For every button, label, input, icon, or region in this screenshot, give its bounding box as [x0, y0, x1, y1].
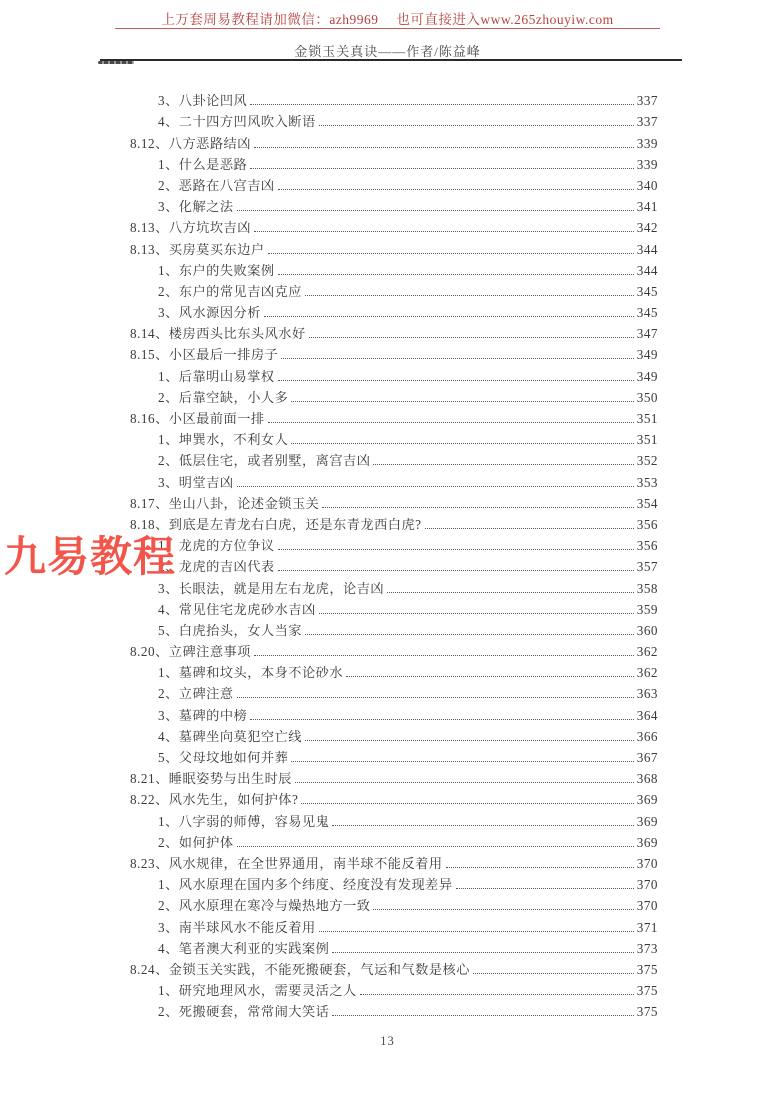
- toc-entry-label: 4、墓碑坐向莫犯空亡线: [158, 728, 302, 744]
- toc-entry-label: 3、八卦论凹风: [158, 93, 248, 109]
- toc-entry: [130, 681, 658, 702]
- toc-dot-leader: [250, 168, 634, 169]
- toc-entry: [130, 787, 658, 808]
- toc-entry-page-number: 350: [636, 389, 658, 405]
- toc-entry: [130, 724, 658, 745]
- toc-dot-leader: [332, 952, 633, 953]
- toc-entry-page-number: 340: [636, 177, 658, 193]
- toc-dot-leader: [254, 231, 634, 232]
- toc-entry-page-number: 363: [636, 686, 658, 702]
- toc-dot-leader: [295, 782, 634, 783]
- toc-entry: [130, 109, 658, 130]
- watermark-text: 九易教程: [4, 533, 177, 580]
- toc-entry: [130, 978, 658, 999]
- toc-entry: [130, 639, 658, 660]
- toc-entry: [130, 618, 658, 639]
- toc-dot-leader: [322, 507, 633, 508]
- toc-entry-label: 8.16、小区最前面一排: [130, 411, 265, 426]
- toc-dot-leader: [237, 486, 634, 487]
- toc-dot-leader: [278, 274, 634, 275]
- toc-entry: [130, 300, 658, 321]
- toc-dot-leader: [250, 719, 634, 720]
- toc-entry-label: 8.15、小区最后一排房子: [130, 347, 279, 363]
- toc-entry-label: 2、风水原理在寒冷与燥热地方一致: [158, 898, 371, 914]
- toc-dot-leader: [268, 253, 634, 254]
- toc-entry: [130, 363, 658, 384]
- toc-dot-leader: [264, 316, 634, 317]
- toc-entry-page-number: 347: [636, 326, 658, 342]
- toc-dot-leader: [278, 549, 634, 550]
- toc-entry: [130, 152, 658, 173]
- toc-entry-page-number: 362: [636, 644, 658, 660]
- toc-entry-label: 8.18、到底是左青龙右白虎，还是东青龙西白虎?: [130, 516, 422, 532]
- toc-entry-label: 5、父母坟地如何并葬: [158, 750, 289, 765]
- toc-dot-leader: [332, 825, 633, 826]
- toc-entry-label: 2、东户的常见吉凶克应: [158, 283, 302, 299]
- toc-dot-leader: [291, 761, 633, 762]
- toc-entry: [130, 512, 658, 533]
- toc-dot-leader: [291, 443, 633, 444]
- toc-entry-label: 3、墓碑的中榜: [158, 707, 248, 723]
- toc-entry-page-number: 351: [636, 411, 658, 426]
- toc-entry: [130, 215, 658, 236]
- toc-entry: [130, 702, 658, 723]
- toc-entry-label: 1、龙虎的方位争议: [158, 538, 275, 554]
- toc-entry-page-number: 351: [636, 432, 658, 448]
- toc-dot-leader: [360, 994, 634, 995]
- toc-entry-page-number: 364: [636, 707, 658, 723]
- toc-entry-page-number: 369: [636, 834, 658, 850]
- toc-entry-label: 1、风水原理在国内多个纬度、经度没有发现差异: [158, 877, 453, 893]
- toc-dot-leader: [250, 104, 634, 105]
- toc-dot-leader: [473, 973, 634, 974]
- toc-dot-leader: [346, 676, 634, 677]
- toc-entry-page-number: 366: [636, 728, 658, 744]
- toc-dot-leader: [291, 401, 633, 402]
- toc-entry-page-number: 349: [636, 347, 658, 363]
- toc-dot-leader: [254, 147, 634, 148]
- title-rule-left-smudge: [98, 61, 134, 64]
- toc-entry-label: 1、墓碑和坟头，本身不论砂水: [158, 665, 344, 681]
- toc-entry-label: 8.22、风水先生，如何护体?: [130, 792, 299, 808]
- toc-entry: [130, 893, 658, 914]
- toc-entry-page-number: 345: [636, 305, 658, 321]
- toc-entry: [130, 533, 658, 554]
- toc-dot-leader: [387, 592, 634, 593]
- toc-entry: [130, 88, 658, 109]
- toc-entry-label: 8.24、金锁玉关实践，不能死搬硬套，气运和气数是核心: [130, 961, 470, 977]
- toc-entry: [130, 491, 658, 512]
- toc-entry-page-number: 342: [636, 220, 658, 236]
- toc-entry-page-number: 373: [636, 940, 658, 956]
- toc-entry: [130, 808, 658, 829]
- toc-entry-page-number: 344: [636, 241, 658, 257]
- toc-entry-page-number: 349: [636, 368, 658, 384]
- toc-dot-leader: [305, 634, 634, 635]
- toc-dot-leader: [281, 358, 633, 359]
- toc-dot-leader: [373, 909, 633, 910]
- toc-entry-label: 1、研究地理风水，需要灵活之人: [158, 983, 357, 999]
- toc-entry-page-number: 337: [636, 93, 658, 109]
- toc-entry: [130, 236, 658, 257]
- toc-entry-page-number: 370: [636, 898, 658, 914]
- toc-entry-label: 8.17、坐山八卦，论述金锁玉关: [130, 495, 320, 511]
- toc-entry: [130, 999, 658, 1020]
- toc-dot-leader: [373, 464, 633, 465]
- toc-entry-page-number: 370: [636, 855, 658, 871]
- toc-entry-page-number: 339: [636, 135, 658, 151]
- toc-dot-leader: [456, 888, 634, 889]
- toc-dot-leader: [301, 803, 633, 804]
- toc-dot-leader: [425, 528, 634, 529]
- toc-entry: [130, 597, 658, 618]
- toc-entry: [130, 469, 658, 490]
- toc-entry: [130, 957, 658, 978]
- toc-entry: [130, 279, 658, 300]
- toc-entry-page-number: 356: [636, 516, 658, 532]
- toc-entry-label: 3、明堂吉凶: [158, 474, 234, 490]
- toc-entry: [130, 258, 658, 279]
- toc-dot-leader: [237, 210, 634, 211]
- toc-entry-label: 8.13、买房莫买东边户: [130, 241, 265, 257]
- toc-dot-leader: [305, 740, 634, 741]
- toc-entry-label: 2、低层住宅，或者别墅，离宫吉凶: [158, 453, 371, 469]
- toc-entry-page-number: 371: [636, 919, 658, 935]
- toc-entry-label: 2、龙虎的吉凶代表: [158, 559, 275, 575]
- page-number: 13: [380, 1034, 395, 1048]
- toc-dot-leader: [278, 189, 634, 190]
- toc-entry-label: 1、东户的失败案例: [158, 262, 275, 278]
- toc-entry-label: 2、死搬硬套，常常闹大笑话: [158, 1004, 330, 1020]
- toc-entry: [130, 342, 658, 363]
- toc-entry-page-number: 375: [636, 961, 658, 977]
- toc-entry-page-number: 354: [636, 495, 658, 511]
- toc-entry-page-number: 358: [636, 580, 658, 596]
- toc-entry-label: 8.20、立碑注意事项: [130, 644, 251, 660]
- toc-dot-leader: [237, 697, 634, 698]
- toc-entry-label: 1、后靠明山易掌权: [158, 368, 275, 384]
- toc-entry-label: 5、白虎抬头，女人当家: [158, 622, 302, 638]
- toc-dot-leader: [268, 422, 634, 423]
- toc-entry-page-number: 345: [636, 283, 658, 299]
- toc-entry-page-number: 369: [636, 792, 658, 808]
- toc-entry: [130, 575, 658, 596]
- toc-dot-leader: [305, 295, 634, 296]
- toc-entry-label: 2、如何护体: [158, 834, 234, 850]
- toc-entry: [130, 427, 658, 448]
- toc-entry: [130, 554, 658, 575]
- toc-list: [130, 88, 658, 1020]
- toc-dot-leader: [319, 125, 634, 126]
- toc-dot-leader: [278, 570, 634, 571]
- toc-entry-label: 3、风水源因分析: [158, 305, 261, 321]
- toc-dot-leader: [237, 846, 634, 847]
- toc-entry-label: 4、二十四方凹风吹入断语: [158, 114, 316, 130]
- toc-entry-label: 2、立碑注意: [158, 686, 234, 702]
- toc-entry-label: 8.12、八方恶路结凶: [130, 135, 251, 151]
- toc-entry-label: 1、坤巽水，不利女人: [158, 432, 289, 448]
- toc-dot-leader: [309, 337, 634, 338]
- header-promo-text: 上万套周易教程请加微信：azh9969 也可直接进入www.265zhouyiw.com: [161, 12, 614, 27]
- toc-entry-page-number: 375: [636, 1004, 658, 1020]
- page-title: 金锁玉关真诀——作者/陈益峰: [294, 44, 481, 59]
- toc-entry: [130, 406, 658, 427]
- toc-entry-page-number: 357: [636, 559, 658, 575]
- header-red-rule: [115, 28, 660, 29]
- toc-dot-leader: [332, 1015, 633, 1016]
- toc-entry: [130, 936, 658, 957]
- toc-entry: [130, 130, 658, 151]
- toc-entry-page-number: 368: [636, 771, 658, 787]
- toc-entry: [130, 194, 658, 215]
- toc-entry-label: 4、笔者澳大利亚的实践案例: [158, 940, 330, 956]
- toc-entry: [130, 385, 658, 406]
- toc-entry: [130, 660, 658, 681]
- toc-entry-page-number: 352: [636, 453, 658, 469]
- toc-entry-label: 3、长眼法，就是用左右龙虎，论吉凶: [158, 580, 385, 596]
- toc-entry-page-number: 356: [636, 538, 658, 554]
- toc-entry-label: 8.23、风水规律，在全世界通用，南半球不能反着用: [130, 855, 443, 871]
- toc-dot-leader: [319, 613, 634, 614]
- toc-entry-label: 3、南半球风水不能反着用: [158, 919, 316, 935]
- toc-entry-label: 2、后靠空缺，小人多: [158, 389, 289, 405]
- toc-entry-label: 1、什么是恶路: [158, 156, 248, 172]
- toc-entry-page-number: 367: [636, 750, 658, 765]
- toc-entry-page-number: 360: [636, 622, 658, 638]
- toc-entry: [130, 830, 658, 851]
- toc-dot-leader: [319, 931, 634, 932]
- toc-dot-leader: [278, 380, 634, 381]
- toc-entry-page-number: 370: [636, 877, 658, 893]
- toc-entry-label: 1、八字弱的师傅，容易见鬼: [158, 813, 330, 829]
- toc-entry: [130, 745, 658, 766]
- toc-entry-page-number: 375: [636, 983, 658, 999]
- toc-entry: [130, 872, 658, 893]
- toc-entry-page-number: 339: [636, 156, 658, 172]
- toc-entry-label: 8.21、睡眠姿势与出生时辰: [130, 771, 292, 787]
- toc-entry-label: 8.14、楼房西头比东头风水好: [130, 326, 306, 342]
- toc-entry-label: 2、恶路在八宫吉凶: [158, 177, 275, 193]
- toc-entry: [130, 448, 658, 469]
- toc-entry-page-number: 359: [636, 601, 658, 617]
- toc-entry: [130, 321, 658, 342]
- toc-entry: [130, 914, 658, 935]
- toc-entry-page-number: 362: [636, 665, 658, 681]
- toc-entry-page-number: 337: [636, 114, 658, 130]
- toc-entry-label: 3、化解之法: [158, 199, 234, 215]
- toc-entry: [130, 173, 658, 194]
- toc-entry: [130, 851, 658, 872]
- toc-dot-leader: [446, 867, 634, 868]
- toc-entry-page-number: 353: [636, 474, 658, 490]
- toc-entry: [130, 766, 658, 787]
- toc-entry-page-number: 341: [636, 199, 658, 215]
- toc-entry-page-number: 369: [636, 813, 658, 829]
- toc-entry-label: 8.13、八方坑坎吉凶: [130, 220, 251, 236]
- toc-dot-leader: [254, 655, 634, 656]
- toc-entry-page-number: 344: [636, 262, 658, 278]
- title-divider-rule: [100, 59, 682, 61]
- toc-entry-label: 4、常见住宅龙虎砂水吉凶: [158, 601, 316, 617]
